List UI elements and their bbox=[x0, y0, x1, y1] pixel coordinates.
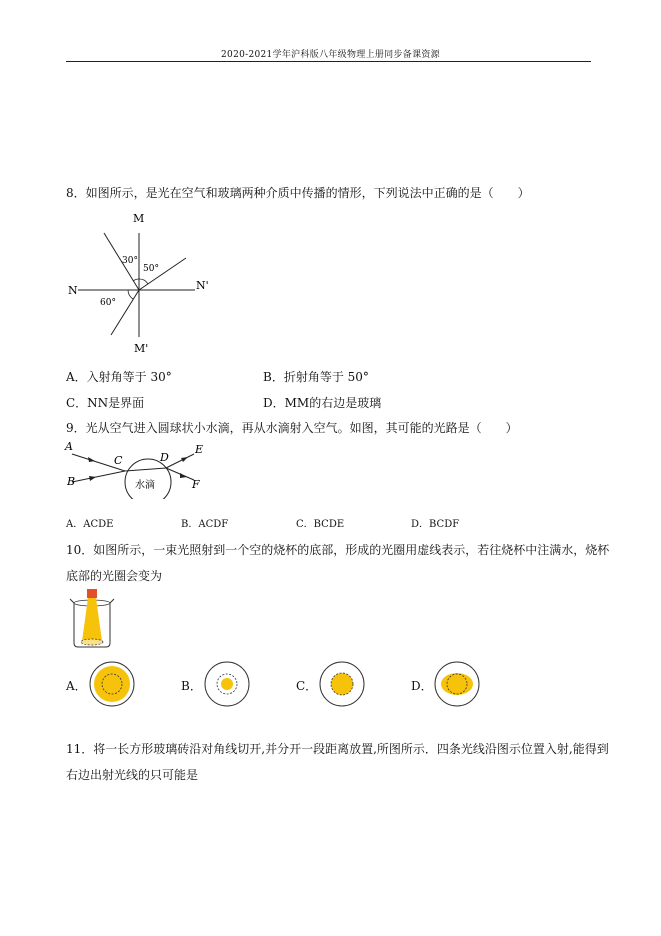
q10-option-c[interactable]: C． bbox=[296, 679, 318, 693]
q8-angle-50: 50° bbox=[143, 264, 159, 274]
q10-d-light-ellipse bbox=[441, 673, 473, 695]
q8-angle-arc-c bbox=[128, 290, 133, 299]
q9-label-b: B bbox=[67, 475, 76, 488]
q10-light-spot bbox=[81, 639, 103, 645]
q10-option-a-figure bbox=[86, 658, 138, 710]
q10-option-c-figure bbox=[316, 658, 368, 710]
page-header: 2020-2021学年沪科版八年级物理上册同步备课资源 bbox=[221, 50, 440, 60]
q8-angle-arc-b bbox=[139, 279, 148, 284]
q8-ray-reflected bbox=[139, 258, 186, 290]
q11-stem-line2: 右边出射光线的只可能是 bbox=[66, 768, 199, 782]
q10-option-d-figure bbox=[431, 658, 483, 710]
q10-flashlight bbox=[87, 589, 97, 598]
q8-option-c[interactable]: C．NN是界面 bbox=[66, 396, 145, 410]
q8-stem: 8．如图所示，是光在空气和玻璃两种介质中传播的情形，下列说法中正确的是（ ） bbox=[66, 186, 530, 200]
q8-option-b[interactable]: B．折射角等于 50° bbox=[263, 370, 369, 384]
q9-ray-cd bbox=[125, 468, 166, 471]
q8-angle-60: 60° bbox=[100, 298, 116, 308]
q10-stem-line2: 底部的光圈会变为 bbox=[66, 569, 163, 583]
q8-label-m-prime: M' bbox=[134, 342, 149, 355]
q9-label-a: A bbox=[65, 440, 73, 453]
q9-stem: 9．光从空气进入圆球状小水滴，再从水滴射入空气。如图，其可能的光路是（ ） bbox=[66, 421, 518, 435]
q9-arrow-e bbox=[181, 457, 188, 462]
q9-option-c[interactable]: C．BCDE bbox=[296, 519, 345, 530]
q9-figure bbox=[62, 437, 222, 499]
q10-option-d[interactable]: D． bbox=[411, 679, 433, 693]
q9-arrow-f bbox=[180, 473, 187, 478]
q10-option-b[interactable]: B． bbox=[181, 679, 202, 693]
q10-a-light-circle bbox=[94, 666, 130, 702]
q9-option-a[interactable]: A．ACDE bbox=[66, 519, 114, 530]
q8-label-m: M bbox=[133, 212, 145, 225]
q9-label-drop: 水滴 bbox=[135, 480, 155, 491]
q10-b-light-circle bbox=[221, 678, 233, 690]
q8-ray-refracted bbox=[111, 290, 139, 335]
q9-label-f: F bbox=[192, 478, 200, 491]
q10-option-a[interactable]: A． bbox=[66, 679, 87, 693]
q9-ray-b bbox=[72, 471, 125, 482]
q8-label-n: N bbox=[68, 284, 78, 297]
q8-option-a[interactable]: A．入射角等于 30° bbox=[66, 370, 172, 384]
q8-label-n-prime: N' bbox=[196, 279, 209, 292]
header-rule bbox=[66, 61, 591, 62]
q10-option-b-figure bbox=[201, 658, 253, 710]
q9-option-d[interactable]: D．BCDF bbox=[411, 519, 460, 530]
q9-ray-e bbox=[166, 454, 194, 468]
q10-stem-line1: 10．如图所示，一束光照射到一个空的烧杯的底部，形成的光圈用虚线表示，若往烧杯中注满水，烧杯 bbox=[66, 543, 610, 557]
q9-label-d: D bbox=[160, 451, 169, 464]
q10-beaker-figure bbox=[62, 587, 122, 653]
q8-angle-30: 30° bbox=[122, 256, 138, 266]
q11-stem-line1: 11．将一长方形玻璃砖沿对角线切开,并分开一段距离放置,所图所示．四条光线沿图示位置入射,能得到 bbox=[66, 742, 609, 756]
q8-option-d[interactable]: D．MM的右边是玻璃 bbox=[263, 396, 382, 410]
q10-light-beam bbox=[82, 598, 102, 641]
q9-option-b[interactable]: B．ACDF bbox=[181, 519, 229, 530]
q9-water-drop bbox=[125, 459, 171, 499]
q8-angle-arc-a bbox=[133, 279, 139, 281]
q8-figure bbox=[60, 205, 230, 360]
q9-label-e: E bbox=[195, 443, 204, 456]
q9-label-c: C bbox=[114, 454, 123, 467]
